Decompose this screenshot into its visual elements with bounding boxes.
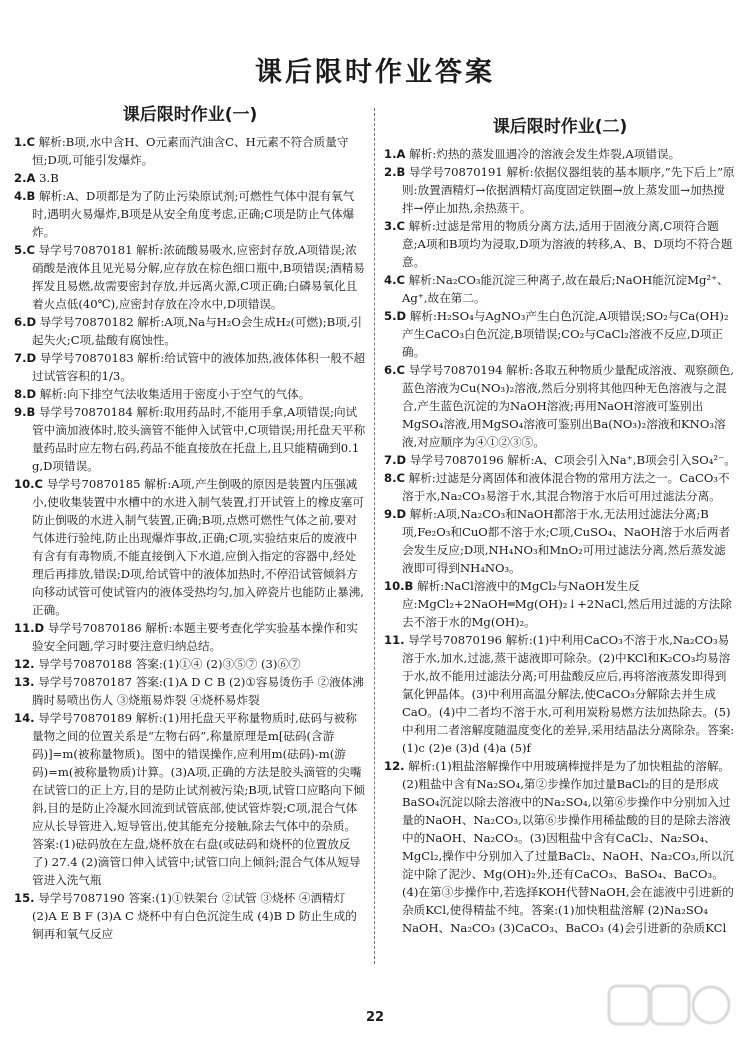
question-number: 2.A	[14, 171, 36, 185]
answer-text: 导学号70870196 解析:A、C项会引入Na⁺,B项会引入SO₄²⁻。	[409, 453, 736, 467]
answer-text: 导学号70870196 解析:(1)中利用CaCO₃不溶于水,Na₂CO₃易溶于水,加水,过滤,蒸干滤液即可除杂。(2)中KCl和K₂CO₃均易溶于水,故不能用过滤法分离;可用盐酸反应后,再将溶液蒸发即得到氯化钾晶体。(3)中利用高温分解法,使CaCO₃分解除去并生成CaO。(4)中二者均不溶于水,可利用炭粉易燃方法加热除去。(5)中利用二者溶解度随温度变化的差异,采用结晶法分离除杂。答案:(1)c (2)e (3)d (4)a (5)f	[402, 633, 735, 755]
answer-entry	[14, 655, 366, 673]
answer-text: 导学号70870187 答案:(1)A D C B (2)①容易烫伤手 ②液体沸腾时易喷出伤人 ③烧瓶易炸裂 ④烧杯易炸裂	[32, 675, 364, 707]
answer-text: 解析:过滤是分离固体和液体混合物的常用方法之一。CaCO₃不溶于水,Na₂CO₃易溶于水,其混合物溶于水后可用过滤法分离。	[402, 471, 730, 503]
answer-text: 解析:向下排空气法收集适用于密度小于空气的气体。	[39, 387, 311, 401]
answer-text: 解析:Na₂CO₃能沉淀三种离子,故在最后;NaOH能沉淀Mg²⁺、Ag⁺,故在第二。	[402, 273, 729, 305]
answer-text: 导学号70870185 解析:A项,产生倒吸的原因是装置内压强减小,使收集装置中水槽中的水进入制气装置,打开试管上的橡皮塞可防止倒吸的水进入制气装置,正确;B项,点燃可燃性气体之前,要对气体进行验纯,防止出现爆炸事故,正确;C项,实验结束后的废液中有含有有毒物质,不能直接倒入下水道,应倒入指定的容器中,经处理后再排放,错误;D项,给试管中的液体加热时,不停沿试管倾斜方向移动试管可使试管内的液体受热均匀,加入碎瓷片也能防止暴沸,正确。	[32, 477, 364, 617]
answer-text: 解析:(1)粗盐溶解操作中用玻璃棒搅拌是为了加快粗盐的溶解。(2)粗盐中含有Na₂SO₄,第②步操作加过量BaCl₂的目的是形成BaSO₄沉淀以除去溶液中的Na₂SO₄,以第⑥步操作中分别加入过量的NaOH、Na₂CO₃,以第⑥步操作用稀盐酸的目的是除去溶液中的NaOH、Na₂CO₃。(3)因粗盐中含有CaCl₂、Na₂SO₄、MgCl₂,操作中分别加入了过量BaCl₂、NaOH、Na₂CO₃,所以沉淀中除了泥沙、Mg(OH)₂外,还有CaCO₃、BaSO₄、BaCO₃。(4)在第③步操作中,若选择KOH代替NaOH,会在滤液中引进新的杂质KCl,使得精盐不纯。答案:(1)加快粗盐溶解 (2)Na₂SO₄ NaOH、Na₂CO₃ (3)CaCO₃、BaCO₃ (4)会引进新的杂质KCl	[402, 759, 734, 935]
watermark-logo-icon	[607, 982, 732, 1030]
answer-section-1	[14, 100, 366, 943]
question-number: 6.C	[384, 363, 405, 377]
question-number: 12.	[384, 759, 405, 773]
answer-entry	[14, 709, 366, 889]
question-number: 3.C	[384, 219, 405, 233]
answer-entry	[14, 169, 366, 187]
answer-entry	[14, 313, 366, 349]
question-number: 15.	[14, 891, 35, 905]
question-number: 2.B	[384, 165, 406, 179]
question-number: 5.D	[384, 309, 407, 323]
answer-entry	[384, 145, 736, 163]
question-number: 10.B	[384, 579, 414, 593]
question-number: 8.D	[14, 387, 37, 401]
answer-section-2	[384, 112, 736, 937]
question-number: 6.D	[14, 315, 37, 329]
answer-text: 解析:A、D项都是为了防止污染原试剂;可燃性气体中混有氧气时,遇明火易爆炸,B项是从安全角度考虑,正确;C项是防止气体爆炸。	[32, 189, 355, 239]
question-number: 7.D	[14, 351, 37, 365]
section-title: 课后限时作业(二)	[492, 117, 628, 137]
answer-text: 导学号70870194 解析:各取五种物质少量配成溶液、观察颜色,蓝色溶液为Cu(NO₃)₂溶液,然后分别将其他四种无色溶液与之混合,产生蓝色沉淀的为NaOH溶液;再用NaOH溶液可鉴别出MgSO₄溶液,用MgSO₄溶液可鉴别出Ba(NO₃)₂溶液和KNO₃溶液,对应顺序为④①②③⑤。	[402, 363, 735, 449]
answer-entry	[14, 349, 366, 385]
question-number: 9.B	[14, 405, 36, 419]
answer-text: 解析:A项,Na₂CO₃和NaOH都溶于水,无法用过滤法分离;B项,Fe₂O₃和CuO都不溶于水;C项,CuSO₄、NaOH溶于水后两者会发生反应;D项,NH₄NO₃和MnO₂可用过滤法分离,然后蒸发滤液即可得到NH₄NO₃。	[402, 507, 731, 575]
answer-text: 导学号70870191 解析:依据仪器组装的基本顺序,“先下后上”原则:放置酒精灯→依据酒精灯高度固定铁圈→放上蒸发皿→加热搅拌→停止加热,余热蒸干。	[402, 165, 735, 215]
question-number: 14.	[14, 711, 35, 725]
answer-text: 解析:B项,水中含H、O元素而汽油含C、H元素不符合质量守恒;D项,可能引发爆炸。	[32, 135, 349, 167]
answer-entry	[14, 187, 366, 241]
answer-text: 导学号70870186 解析:本题主要考查化学实验基本操作和实验安全问题,学习时要注意归纳总结。	[32, 621, 358, 653]
question-number: 8.C	[384, 471, 405, 485]
answer-entry	[384, 271, 736, 307]
answer-text: 导学号70870184 解析:取用药品时,不能用手拿,A项错误;向试管中滴加液体时,胶头滴管不能伸入试管中,C项错误;用托盘天平称量药品时应左物右码,药品不能直接放在托盘上,且只能精确到0.1 g,D项错误。	[32, 405, 366, 473]
question-number: 5.C	[14, 243, 35, 257]
column-divider	[374, 108, 375, 964]
answer-text: 解析:NaCl溶液中的MgCl₂与NaOH发生反应:MgCl₂+2NaOH═Mg(OH)₂↓+2NaCl,然后用过滤的方法除去不溶于水的Mg(OH)₂。	[402, 579, 732, 629]
question-number: 10.C	[14, 477, 44, 491]
answer-entry	[14, 385, 366, 403]
answer-entry	[14, 475, 366, 619]
question-number: 12.	[14, 657, 35, 671]
answer-entry	[384, 361, 736, 451]
answer-text: 导学号70870183 解析:给试管中的液体加热,液体体积一般不超过试管容积的1/3。	[32, 351, 366, 383]
answer-entry	[14, 241, 366, 313]
entry-list	[384, 145, 736, 937]
question-number: 13.	[14, 675, 35, 689]
answer-entry	[14, 619, 366, 655]
question-number: 4.B	[14, 189, 36, 203]
answer-entry	[384, 631, 736, 757]
answer-text: 解析:过滤是常用的物质分离方法,适用于固液分离,C项符合题意;A项和B项均为浸取,D项为溶液的转移,A、B、D项均不符合题意。	[402, 219, 733, 269]
answer-entry	[14, 889, 366, 943]
answer-entry	[384, 217, 736, 271]
page-number: 22	[365, 1010, 385, 1025]
question-number: 4.C	[384, 273, 405, 287]
question-number: 9.D	[384, 507, 407, 521]
question-number: 11.D	[14, 621, 45, 635]
answer-entry	[384, 451, 736, 469]
answer-text: 导学号70870181 解析:浓硫酸易吸水,应密封存放,A项错误;浓硝酸是液体且见光易分解,应存放在棕色细口瓶中,B项错误;酒精易挥发且易燃,故需要密封存放,并远离火源,C项正确;白磷易氧化且着火点低(40℃),应密封存放在冷水中,D项错误。	[32, 243, 365, 311]
answer-text: 导学号70870188 答案:(1)①④ (2)③⑤⑦ (3)⑥⑦	[38, 657, 301, 671]
answer-text: 导学号7087190 答案:(1)①铁架台 ②试管 ③烧杯 ④酒精灯 (2)A E B F (3)A C 烧杯中有白色沉淀生成 (4)B D 防止生成的铜再和氧气反应	[32, 891, 357, 941]
answer-entry	[384, 469, 736, 505]
answer-entry	[384, 505, 736, 577]
answer-entry	[14, 403, 366, 475]
answer-entry	[14, 133, 366, 169]
answer-entry	[384, 307, 736, 361]
entry-list	[14, 133, 366, 943]
question-number: 7.D	[384, 453, 407, 467]
question-number: 11.	[384, 633, 405, 647]
question-number: 1.C	[14, 135, 35, 149]
answer-text: 导学号70870182 解析:A项,Na与H₂O会生成H₂(可燃);B项,引起失火;C项,盐酸有腐蚀性。	[32, 315, 363, 347]
answer-entry	[14, 673, 366, 709]
answer-entry	[384, 577, 736, 631]
question-number: 1.A	[384, 147, 406, 161]
answer-text: 解析:H₂SO₄与AgNO₃产生白色沉淀,A项错误;SO₂与Ca(OH)₂产生CaCO₃白色沉淀,B项错误;CO₂与CaCl₂溶液不反应,D项正确。	[402, 309, 729, 359]
section-title: 课后限时作业(一)	[122, 105, 258, 125]
answer-text: 导学号70870189 解析:(1)用托盘天平称量物质时,砝码与被称量物之间的位置关系是“左物右码”,称量原理是m[砝码(含游码)]=m(被称量物质)。图中的错误操作,应利用m(砝码)-m(游码)=m(被称量物质)计算。(3)A项,正确的方法是胶头滴管的尖嘴在试管口的正上方,目的是防止试剂被污染;B项,试管口应略向下倾斜,目的是防止冷凝水回流到试管底部,使试管炸裂;C项,混合气体应从长导管进入,短导管出,使其能充分接触,除去气体中的杂质。答案:(1)砝码放在左盘,烧杯放在右盘(或砝码和烧杯的位置放反了) 27.4 (2)滴管口伸入试管中;试管口向上倾斜;混合气体从短导管进入洗气瓶	[32, 711, 365, 887]
answer-text: 3.B	[39, 171, 59, 185]
answer-entry	[384, 757, 736, 937]
answer-entry	[384, 163, 736, 217]
page-title: 课后限时作业答案	[255, 57, 495, 88]
answer-text: 解析:灼热的蒸发皿遇冷的溶液会发生炸裂,A项错误。	[409, 147, 681, 161]
